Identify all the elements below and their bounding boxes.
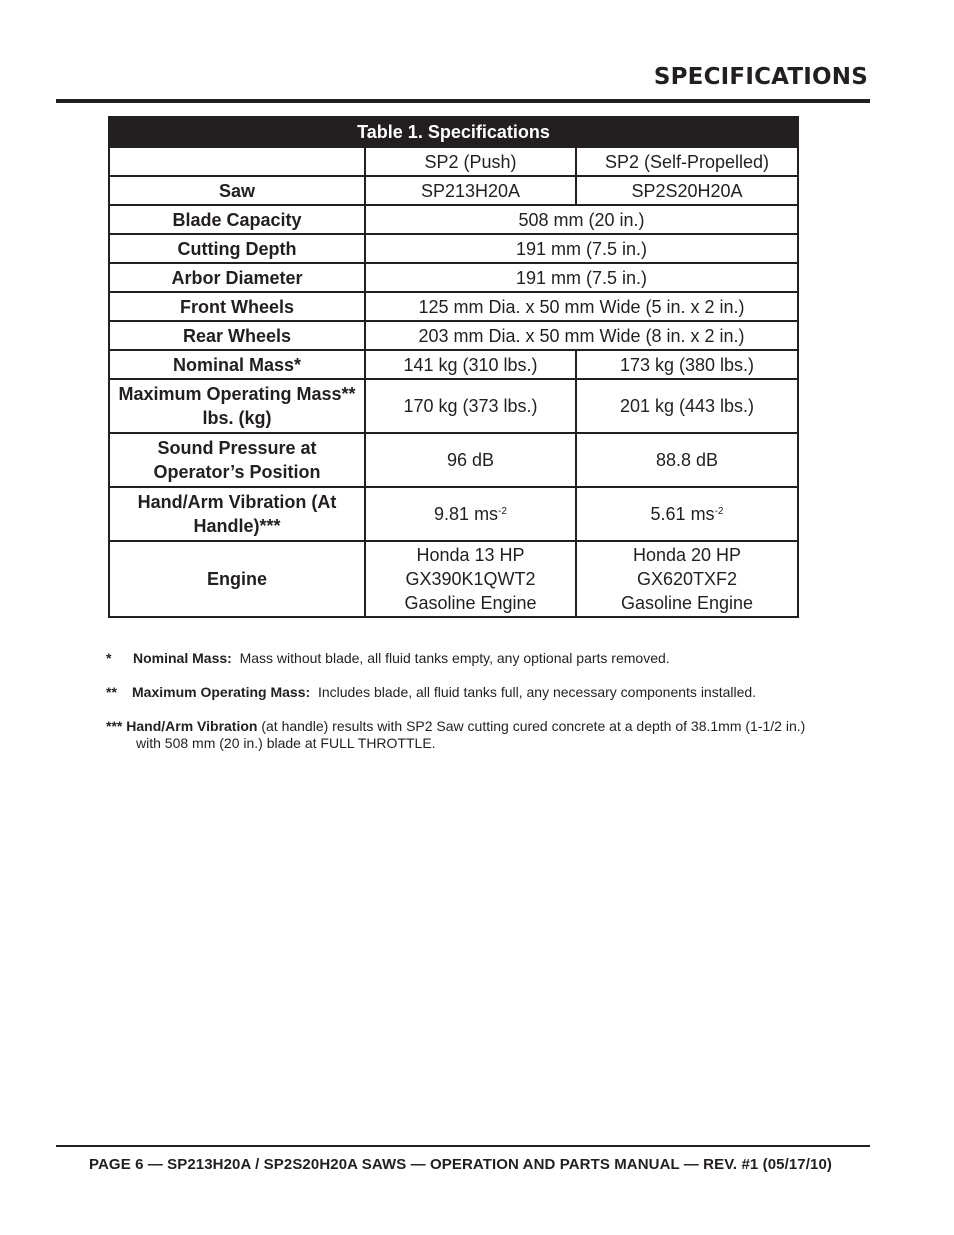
cell-max-operating-mass-push: 170 kg (373 lbs.) bbox=[365, 379, 576, 433]
footnote-text: Includes blade, all fluid tanks full, any necessary components installed. bbox=[317, 684, 757, 700]
table-title: Table 1. Specifications bbox=[109, 117, 798, 147]
table-row bbox=[109, 292, 798, 321]
label-line: Handle)*** bbox=[193, 516, 281, 536]
cell-nominal-mass-self-propelled: 173 kg (380 lbs.) bbox=[576, 350, 798, 379]
row-label-max-operating-mass bbox=[109, 379, 365, 433]
label-line: Maximum Operating Mass** bbox=[118, 384, 356, 404]
footnote-term: Nominal Mass: bbox=[133, 650, 232, 666]
table-title-row bbox=[109, 117, 798, 147]
table-row bbox=[109, 321, 798, 350]
table-row bbox=[109, 350, 798, 379]
table-row bbox=[109, 541, 798, 617]
table-footnotes bbox=[106, 650, 836, 751]
engine-line: Honda 20 HP bbox=[632, 545, 742, 565]
header-divider bbox=[56, 99, 870, 103]
row-label-cutting-depth: Cutting Depth bbox=[109, 234, 365, 263]
engine-line: GX620TXF2 bbox=[636, 569, 738, 589]
row-label-sound-pressure bbox=[109, 433, 365, 487]
exponent: -2 bbox=[714, 506, 724, 517]
vibration-value: 9.81 ms bbox=[434, 504, 499, 524]
cell-sound-pressure-push: 96 dB bbox=[365, 433, 576, 487]
engine-line: Gasoline Engine bbox=[620, 593, 754, 613]
table-row bbox=[109, 433, 798, 487]
page-footer: PAGE 6 — SP213H20A / SP2S20H20A SAWS — OPERATION AND PARTS MANUAL — REV. #1 (05/17/10) bbox=[89, 1156, 832, 1173]
column-header-push: SP2 (Push) bbox=[365, 147, 576, 176]
specifications-table bbox=[108, 116, 799, 618]
row-label-engine: Engine bbox=[109, 541, 365, 617]
footnote-text: Mass without blade, all fluid tanks empty, any optional parts removed. bbox=[239, 650, 670, 666]
row-label-rear-wheels: Rear Wheels bbox=[109, 321, 365, 350]
cell-engine-self-propelled bbox=[576, 541, 798, 617]
table-row bbox=[109, 147, 798, 176]
label-line: Operator’s Position bbox=[153, 462, 321, 482]
footnote-mark: *** bbox=[106, 718, 123, 734]
table-row bbox=[109, 263, 798, 292]
exponent: -2 bbox=[498, 506, 507, 517]
label-line: Sound Pressure at bbox=[157, 438, 317, 458]
column-header-empty bbox=[109, 147, 365, 176]
vibration-value: 5.61 ms bbox=[650, 504, 715, 524]
column-header-self-propelled: SP2 (Self-Propelled) bbox=[576, 147, 798, 176]
footnote-term: Maximum Operating Mass: bbox=[132, 684, 311, 700]
footer-divider bbox=[56, 1145, 870, 1147]
engine-line: Honda 13 HP bbox=[416, 545, 525, 565]
cell-blade-capacity: 508 mm (20 in.) bbox=[365, 205, 798, 234]
label-line: lbs. (kg) bbox=[202, 408, 272, 428]
cell-vibration-self-propelled bbox=[576, 487, 798, 541]
cell-vibration-push bbox=[365, 487, 576, 541]
cell-cutting-depth: 191 mm (7.5 in.) bbox=[365, 234, 798, 263]
cell-arbor-diameter: 191 mm (7.5 in.) bbox=[365, 263, 798, 292]
footnote-term: Hand/Arm Vibration bbox=[126, 718, 258, 734]
cell-sound-pressure-self-propelled: 88.8 dB bbox=[576, 433, 798, 487]
row-label-vibration bbox=[109, 487, 365, 541]
row-label-arbor-diameter: Arbor Diameter bbox=[109, 263, 365, 292]
cell-nominal-mass-push: 141 kg (310 lbs.) bbox=[365, 350, 576, 379]
footnote-max-operating-mass bbox=[106, 684, 836, 701]
cell-saw-push: SP213H20A bbox=[365, 176, 576, 205]
footnote-nominal-mass bbox=[106, 650, 836, 667]
row-label-blade-capacity: Blade Capacity bbox=[109, 205, 365, 234]
footnote-vibration bbox=[106, 718, 836, 752]
footnote-continuation: with 508 mm (20 in.) blade at FULL THROTTLE. bbox=[136, 735, 436, 751]
engine-line: Gasoline Engine bbox=[404, 593, 537, 613]
cell-max-operating-mass-self-propelled: 201 kg (443 lbs.) bbox=[576, 379, 798, 433]
footnote-mark: ** bbox=[106, 684, 117, 700]
cell-front-wheels: 125 mm Dia. x 50 mm Wide (5 in. x 2 in.) bbox=[365, 292, 798, 321]
row-label-front-wheels: Front Wheels bbox=[109, 292, 365, 321]
table-row bbox=[109, 487, 798, 541]
page-title: SPECIFICATIONS bbox=[653, 64, 868, 90]
label-line: Hand/Arm Vibration (At bbox=[137, 492, 337, 512]
cell-rear-wheels: 203 mm Dia. x 50 mm Wide (8 in. x 2 in.) bbox=[365, 321, 798, 350]
table-row bbox=[109, 205, 798, 234]
cell-saw-self-propelled: SP2S20H20A bbox=[576, 176, 798, 205]
table-row bbox=[109, 176, 798, 205]
row-label-nominal-mass: Nominal Mass* bbox=[109, 350, 365, 379]
engine-line: GX390K1QWT2 bbox=[405, 569, 536, 589]
footnote-mark: * bbox=[106, 650, 112, 666]
footnote-text: (at handle) results with SP2 Saw cutting cured concrete at a depth of 38.1mm (1-1/2 in.) bbox=[261, 718, 806, 734]
row-label-saw: Saw bbox=[109, 176, 365, 205]
cell-engine-push bbox=[365, 541, 576, 617]
table-row bbox=[109, 379, 798, 433]
table-row bbox=[109, 234, 798, 263]
